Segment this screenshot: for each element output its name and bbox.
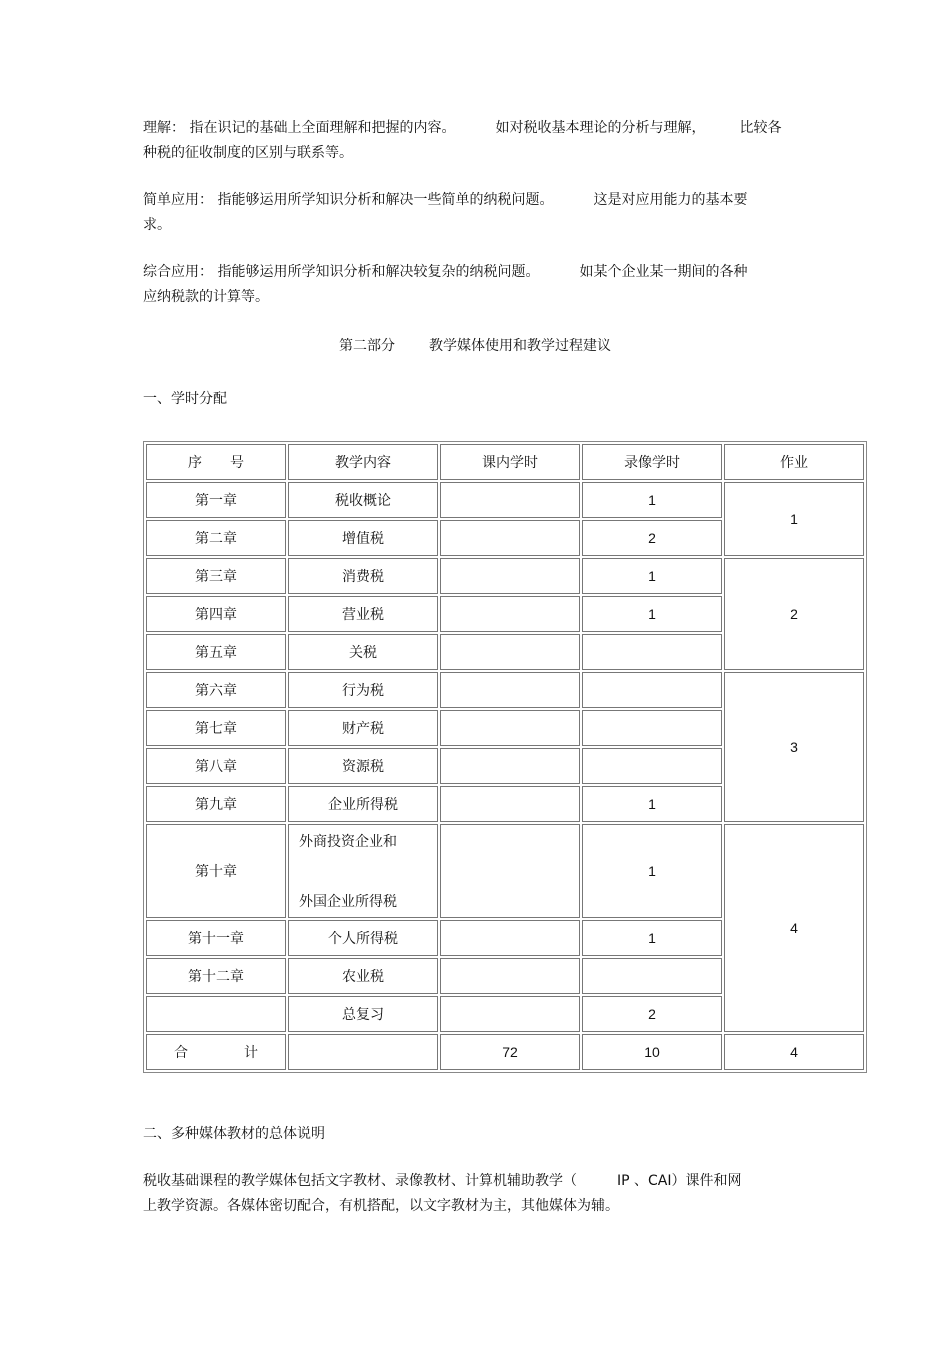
part-title: [0, 335, 950, 355]
total-class-hours: 72: [440, 1034, 580, 1070]
row-content-line1: 外商投资企业和: [299, 834, 397, 850]
row-class-hours: [440, 958, 580, 994]
row-class-hours: [440, 996, 580, 1032]
hours-allocation-table: [143, 441, 867, 1073]
row-video-hours: 1: [582, 558, 722, 594]
homework-group-2: 2: [724, 558, 864, 670]
row-content: 营业税: [288, 596, 438, 632]
total-label: [146, 1034, 286, 1070]
paragraph-comprehensive-application: [143, 260, 813, 310]
table-header-row: [146, 444, 864, 480]
homework-group-4: 4: [724, 824, 864, 1032]
row-class-hours: [440, 672, 580, 708]
row-class-hours: [440, 748, 580, 784]
header-class-hours: 课内学时: [440, 444, 580, 480]
row-seq: 第六章: [146, 672, 286, 708]
para3-part-c: 应纳税款的计算等。: [143, 289, 269, 305]
section2-paragraph: [143, 1169, 813, 1219]
total-label-left: 合: [174, 1045, 188, 1061]
paragraph-simple-application: [143, 188, 813, 238]
section1-heading: 一、学时分配: [143, 391, 227, 407]
row-video-hours: [582, 672, 722, 708]
row-class-hours: [440, 558, 580, 594]
row-content: 消费税: [288, 558, 438, 594]
row-video-hours: [582, 958, 722, 994]
row-content: [288, 824, 438, 918]
row-video-hours: 2: [582, 520, 722, 556]
row-class-hours: [440, 920, 580, 956]
row-content: 税收概论: [288, 482, 438, 518]
header-video-hours: 录像学时: [582, 444, 722, 480]
row-video-hours: 1: [582, 482, 722, 518]
table-row: [146, 558, 864, 594]
section2-part-b: IP 、CAI）课件和网: [617, 1173, 742, 1189]
row-class-hours: [440, 634, 580, 670]
total-label-right: 计: [244, 1045, 258, 1061]
row-content: 行为税: [288, 672, 438, 708]
row-class-hours: [440, 786, 580, 822]
total-video-hours: 10: [582, 1034, 722, 1070]
row-content: 总复习: [288, 996, 438, 1032]
row-video-hours: 1: [582, 786, 722, 822]
total-homework: 4: [724, 1034, 864, 1070]
row-class-hours: [440, 482, 580, 518]
row-content-line2: 外国企业所得税: [299, 894, 397, 910]
section2-heading: 二、多种媒体教材的总体说明: [143, 1126, 325, 1142]
part-title-left: 第二部分: [339, 338, 395, 354]
row-seq: 第一章: [146, 482, 286, 518]
row-video-hours: 1: [582, 920, 722, 956]
row-seq: 第二章: [146, 520, 286, 556]
row-video-hours: [582, 634, 722, 670]
row-seq: 第三章: [146, 558, 286, 594]
row-video-hours: [582, 748, 722, 784]
header-content: 教学内容: [288, 444, 438, 480]
para2-part-b: 这是对应用能力的基本要: [593, 192, 748, 208]
part-title-right: 教学媒体使用和教学过程建议: [429, 338, 611, 354]
table-row: [146, 672, 864, 708]
row-seq: [146, 996, 286, 1032]
section2-part-c: 上教学资源。各媒体密切配合，有机搭配，以文字教材为主，其他媒体为辅。: [143, 1198, 619, 1214]
para1-part-d: 种税的征收制度的区别与联系等。: [143, 145, 353, 161]
table-total-row: [146, 1034, 864, 1070]
para1-part-a: 理解： 指在识记的基础上全面理解和把握的内容。: [143, 120, 456, 136]
header-homework: 作业: [724, 444, 864, 480]
para3-part-b: 如某个企业某一期间的各种: [579, 264, 748, 280]
row-seq: 第九章: [146, 786, 286, 822]
row-content: 增值税: [288, 520, 438, 556]
row-content: 农业税: [288, 958, 438, 994]
row-content: 个人所得税: [288, 920, 438, 956]
paragraph-understanding: [143, 116, 813, 166]
row-seq: 第十一章: [146, 920, 286, 956]
row-video-hours: 1: [582, 824, 722, 918]
row-video-hours: 2: [582, 996, 722, 1032]
table-row: [146, 824, 864, 918]
row-content: 企业所得税: [288, 786, 438, 822]
row-seq: 第十二章: [146, 958, 286, 994]
row-seq: 第十章: [146, 824, 286, 918]
row-content: 关税: [288, 634, 438, 670]
row-content: 财产税: [288, 710, 438, 746]
homework-group-1: 1: [724, 482, 864, 556]
row-video-hours: [582, 710, 722, 746]
row-seq: 第四章: [146, 596, 286, 632]
para2-part-c: 求。: [143, 217, 171, 233]
homework-group-3: 3: [724, 672, 864, 822]
row-class-hours: [440, 824, 580, 918]
row-video-hours: 1: [582, 596, 722, 632]
row-seq: 第八章: [146, 748, 286, 784]
row-class-hours: [440, 710, 580, 746]
section2-part-a: 税收基础课程的教学媒体包括文字教材、录像教材、计算机辅助教学（: [143, 1173, 577, 1189]
row-class-hours: [440, 520, 580, 556]
total-content: [288, 1034, 438, 1070]
row-seq: 第五章: [146, 634, 286, 670]
row-content: 资源税: [288, 748, 438, 784]
table-row: [146, 482, 864, 518]
para3-part-a: 综合应用： 指能够运用所学知识分析和解决较复杂的纳税问题。: [143, 264, 540, 280]
row-class-hours: [440, 596, 580, 632]
para1-part-b: 如对税收基本理论的分析与理解，: [495, 120, 706, 136]
header-seq: 序 号: [146, 444, 286, 480]
para2-part-a: 简单应用： 指能够运用所学知识分析和解决一些简单的纳税问题。: [143, 192, 554, 208]
para1-part-c: 比较各: [739, 120, 782, 136]
row-seq: 第七章: [146, 710, 286, 746]
